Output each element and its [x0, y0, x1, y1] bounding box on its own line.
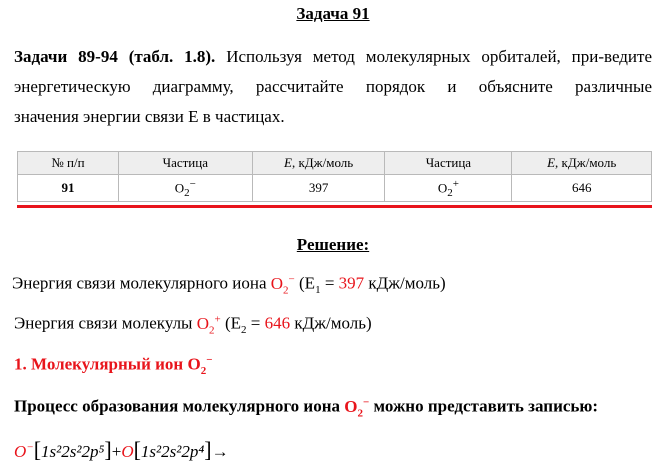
header-particle-1: Частица	[118, 152, 252, 175]
solution-title: Решение:	[296, 235, 370, 254]
page-title: Задача 91	[296, 4, 370, 23]
header-energy-1: E, кДж/моль	[252, 152, 385, 175]
problem-line-3: значения энергии связи E в частицах.	[14, 107, 285, 126]
header-num: № п/п	[18, 152, 119, 175]
process-description: Процесс образования молекулярного иона $O_2^-$ можно представить записью:	[14, 396, 599, 420]
cell-particle-1: $O_2^-$	[118, 175, 252, 202]
energy-table	[17, 151, 652, 202]
table-row	[18, 175, 652, 202]
cell-num: 91	[18, 175, 119, 202]
cell-energy-2: 646	[512, 175, 652, 202]
header-energy-1-text: , кДж/моль	[291, 155, 354, 170]
section-heading-ion: 1. Молекулярный ион $O_2^-$	[14, 354, 213, 378]
header-energy-2: E, кДж/моль	[512, 152, 652, 175]
table-red-underline	[17, 205, 652, 208]
table-header-row	[18, 152, 652, 175]
problem-statement	[14, 42, 652, 132]
header-particle-2: Частица	[385, 152, 512, 175]
problem-label: Задачи 89-94 (табл. 1.8).	[14, 47, 216, 66]
formation-formula: O−[1s²2s²2p⁵]+O[1s²2s²2p⁴]→	[14, 437, 229, 462]
bond-energy-line-2: Энергия связи молекулы $O_2^+$ ($E_2 = 646$ кДж/моль)	[14, 313, 372, 337]
problem-line-1	[14, 42, 652, 72]
problem-line-2: энергетическую диаграмму, рассчитайте порядок и объясните различные	[14, 77, 652, 96]
cell-energy-1: 397	[252, 175, 385, 202]
problem-text-1: Используя метод молекулярных орбиталей, при-ведите	[226, 47, 653, 66]
header-energy-2-text: , кДж/моль	[555, 155, 617, 170]
bond-energy-line-1: Энергия связи молекулярного иона $O_2^-$ ($E_1 = 397$ кДж/моль)	[12, 273, 446, 297]
cell-particle-2: $O_2^+$	[385, 175, 512, 202]
